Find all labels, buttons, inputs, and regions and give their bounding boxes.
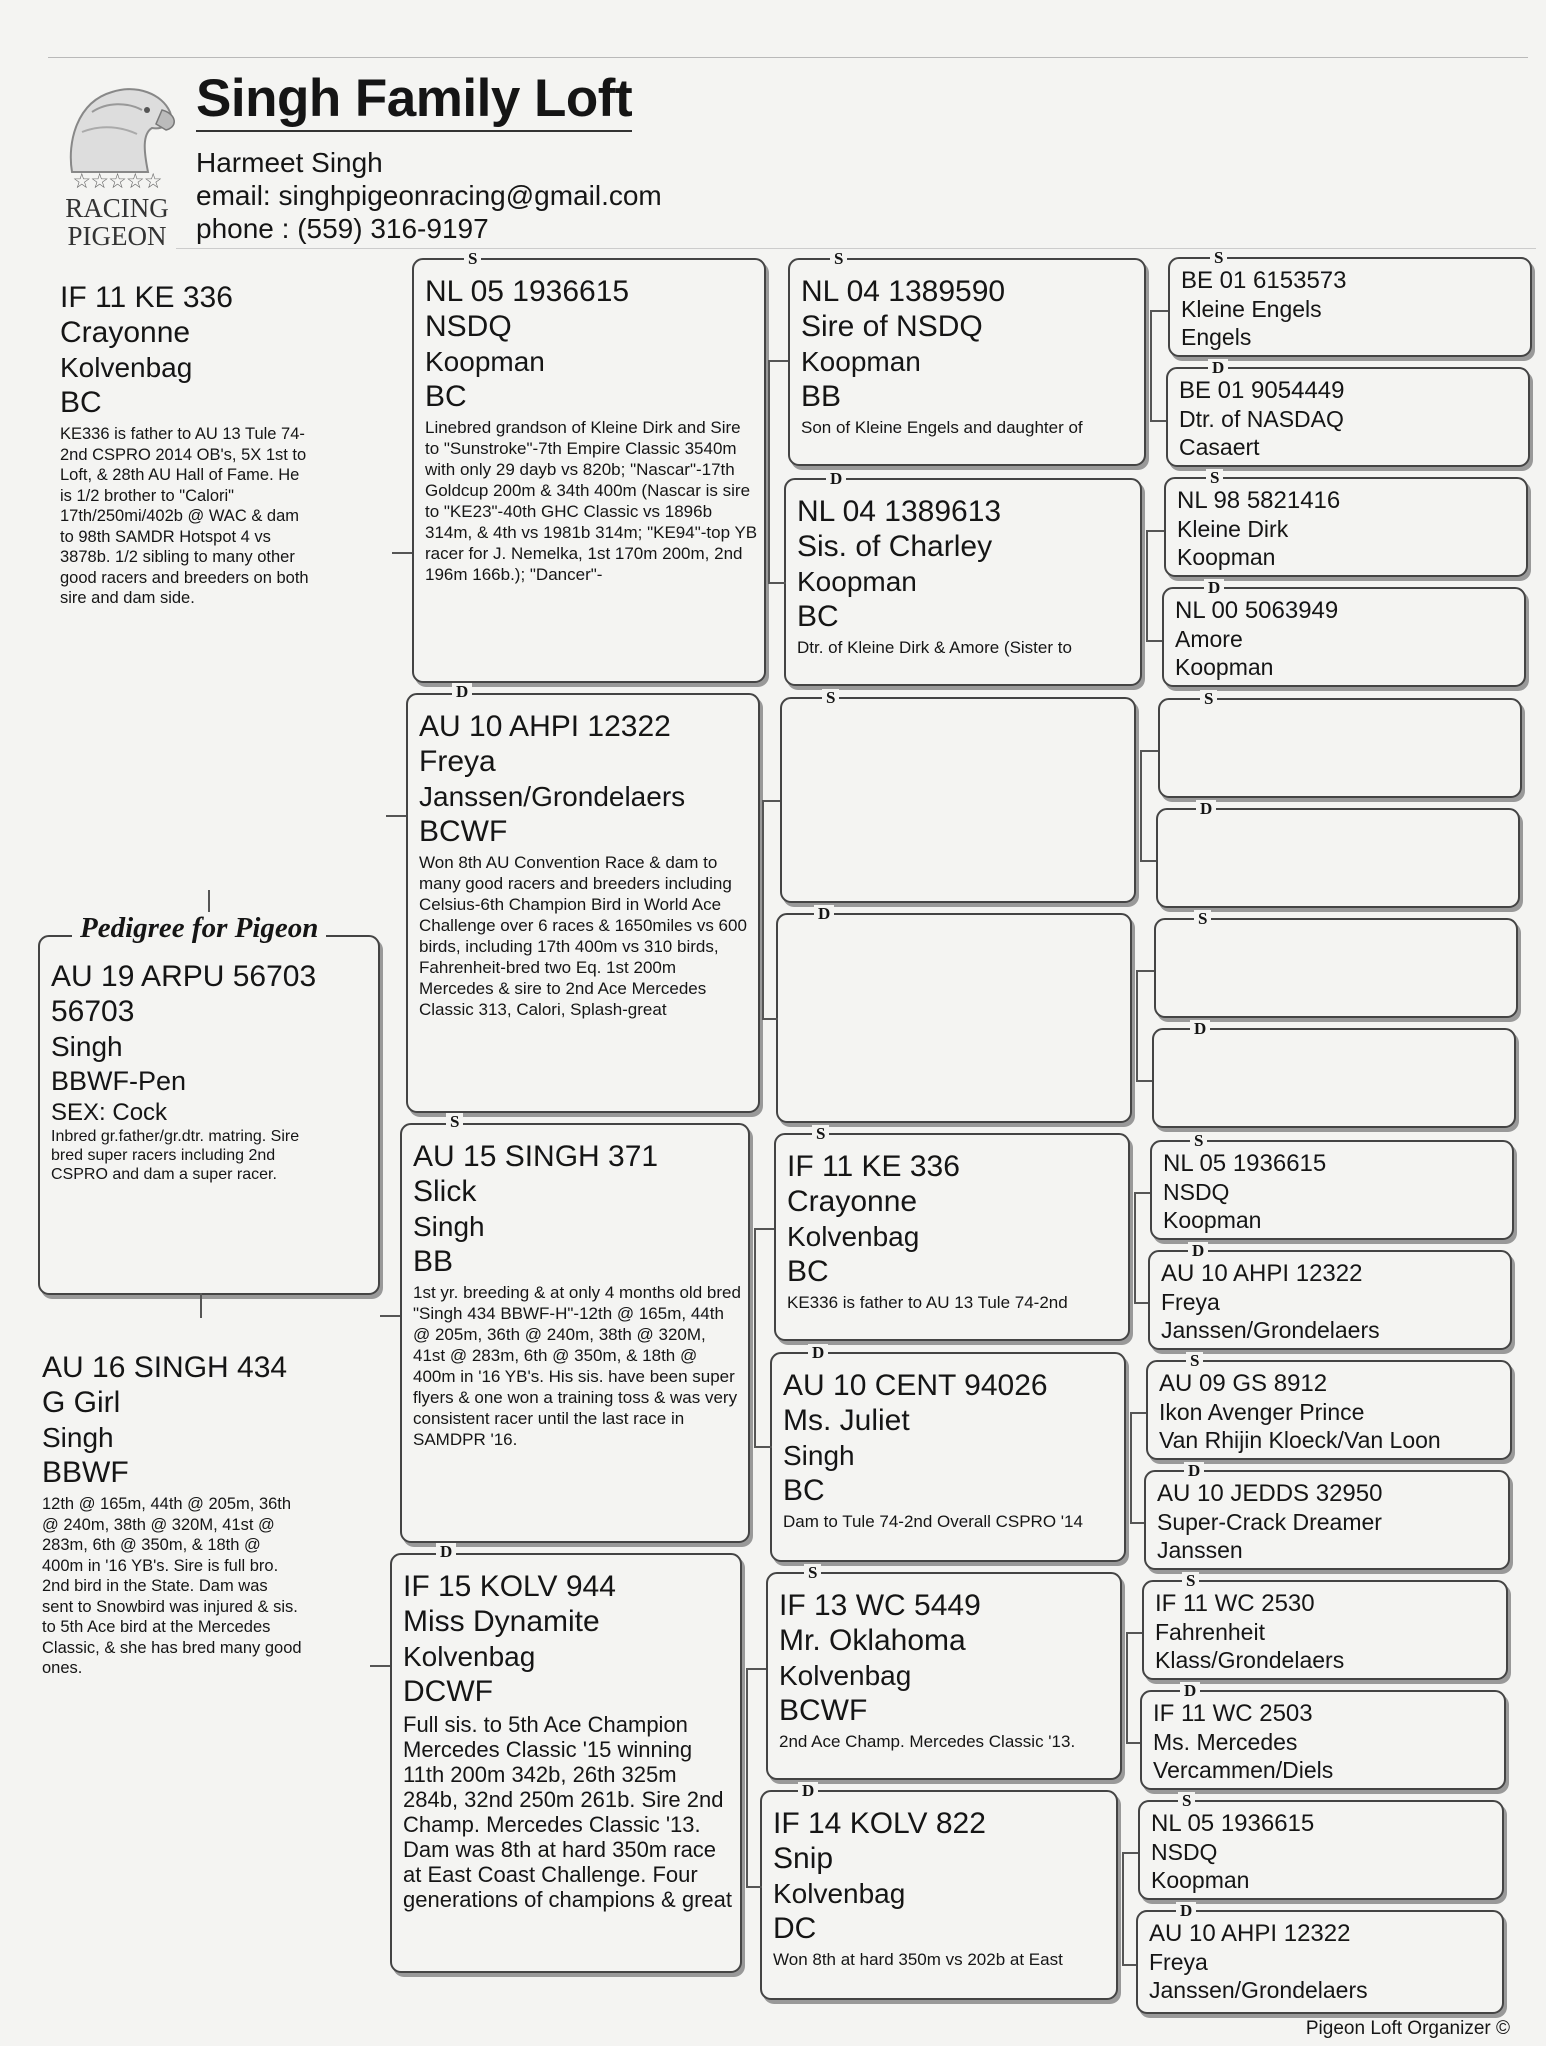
gen4-band: NL 00 5063949	[1175, 597, 1339, 624]
connector	[1126, 1632, 1142, 1634]
gen2-notes: Full sis. to 5th Ace Champion Mercedes Classic '15 winning 11th 200m 342b, 26th 325m 284b, 32nd 250m 261b. Sire 2nd Champ. Mercedes Classic '13. Dam was 8th at hard 350m race at East Coast Challenge. Four generations of champions & great	[403, 1712, 732, 1912]
connector	[200, 1293, 202, 1318]
connector	[754, 1228, 774, 1230]
gen3-band: IF 14 KOLV 822	[773, 1807, 986, 1840]
connector	[1122, 1964, 1136, 1966]
gen2-band: AU 15 SINGH 371	[413, 1140, 659, 1173]
gen4-breeder: Van Rhijin Kloeck/Van Loon	[1159, 1427, 1441, 1453]
connector	[1130, 1412, 1132, 1522]
sire-marker: S	[1178, 1792, 1195, 1810]
subject-name: 56703	[51, 995, 135, 1028]
gen4-breeder: Casaert	[1179, 434, 1260, 460]
gen4-name: Ikon Avenger Prince	[1159, 1399, 1365, 1425]
gen4-name: Freya	[1149, 1949, 1208, 1975]
gen4-name: Kleine Dirk	[1177, 516, 1289, 542]
gen4-box	[1162, 587, 1526, 687]
sire-name: Crayonne	[60, 316, 191, 349]
gen4-box	[1166, 367, 1530, 467]
gen3-band: IF 11 KE 336	[787, 1150, 960, 1183]
gen4-box	[1136, 1910, 1504, 2014]
footer-credit: Pigeon Loft Organizer ©	[1305, 2018, 1510, 2039]
connector	[768, 582, 786, 584]
dam-marker: D	[1188, 1242, 1208, 1260]
logo-stars: ☆☆☆☆☆	[72, 170, 162, 193]
eagle-head-icon	[52, 72, 182, 182]
gen3-name: Crayonne	[787, 1185, 918, 1218]
gen3-breeder: Kolvenbag	[787, 1221, 920, 1252]
dam-marker: D	[814, 905, 834, 923]
sire-marker: S	[822, 689, 839, 707]
gen4-breeder: Klass/Grondelaers	[1155, 1647, 1345, 1673]
gen2-breeder: Janssen/Grondelaers	[419, 781, 686, 812]
gen3-band: IF 13 WC 5449	[779, 1589, 981, 1622]
gen3-box	[774, 1133, 1130, 1341]
subject-color: BBWF-Pen	[51, 1066, 187, 1096]
gen3-box	[788, 258, 1146, 466]
dam-entry	[42, 1350, 302, 1679]
gen2-box	[406, 693, 760, 1113]
gen4-band: AU 10 JEDDS 32950	[1157, 1480, 1383, 1507]
gen4-name: NSDQ	[1163, 1179, 1230, 1205]
sire-marker: S	[1190, 1132, 1207, 1150]
gen3-notes: KE336 is father to AU 13 Tule 74-2nd	[787, 1293, 1068, 1312]
gen4-name: Kleine Engels	[1181, 296, 1322, 322]
gen4-box	[1144, 1470, 1510, 1570]
dam-marker: D	[808, 1344, 828, 1362]
connector	[1140, 750, 1142, 860]
connector	[1126, 1632, 1128, 1742]
gen3-band: AU 10 CENT 94026	[783, 1369, 1048, 1402]
sire-notes: KE336 is father to AU 13 Tule 74-2nd CSPRO 2014 OB's, 5X 1st to Loft, & 28th AU Hall of Fame. He is 1/2 brother to "Calori" 17th/250mi/402b @ WAC & dam to 98th SAMDR Hotspot 4 vs 3878b. 1/2 sibling to many other good racers and breeders on both sire and dam side.	[60, 425, 309, 607]
gen2-box	[400, 1123, 750, 1543]
sire-marker: S	[446, 1113, 463, 1131]
gen3-box	[766, 1572, 1122, 1780]
dam-band: AU 16 SINGH 434	[42, 1351, 288, 1384]
gen4-breeder: Janssen/Grondelaers	[1149, 1977, 1368, 2003]
gen4-breeder: Koopman	[1151, 1867, 1250, 1893]
gen4-breeder: Janssen	[1157, 1537, 1243, 1563]
dam-marker: D	[1196, 800, 1216, 818]
gen3-name: Sis. of Charley	[797, 530, 993, 563]
connector	[762, 1018, 778, 1020]
gen3-color: BCWF	[779, 1694, 868, 1727]
owner-name: Harmeet Singh	[196, 147, 383, 178]
dam-marker: D	[1190, 1020, 1210, 1038]
subject-box	[38, 935, 380, 1295]
connector	[1122, 1852, 1124, 1964]
connector	[1134, 1192, 1136, 1302]
gen4-box	[1142, 1580, 1508, 1680]
gen4-band: AU 09 GS 8912	[1159, 1370, 1328, 1397]
gen2-notes: Won 8th AU Convention Race & dam to many good racers and breeders including Celsius-6th Champion Bird in World Ace Challenge over 6 races & 1650miles vs 600 birds, including 17th 400m vs 310 birds, Fahrenheit-bred two Eq. 1st 200m Mercedes & sire to 2nd Ace Mercedes Classic 313, Calori, Splash-great	[419, 853, 747, 1019]
connector	[746, 1886, 762, 1888]
gen3-breeder: Koopman	[801, 346, 921, 377]
dam-breeder: Singh	[42, 1422, 114, 1453]
gen3-box	[784, 478, 1142, 686]
gen3-band: NL 04 1389613	[797, 495, 1002, 528]
connector	[1134, 1192, 1150, 1194]
gen2-color: BC	[425, 380, 467, 413]
sire-color: BC	[60, 386, 102, 419]
connector	[386, 815, 406, 817]
gen4-band: IF 11 WC 2530	[1155, 1590, 1315, 1617]
connector	[768, 360, 770, 582]
connector	[380, 1315, 400, 1317]
gen4-name: Ms. Mercedes	[1153, 1729, 1298, 1755]
dam-name: G Girl	[42, 1386, 121, 1419]
connector	[1150, 420, 1166, 422]
gen2-breeder: Koopman	[425, 346, 545, 377]
gen2-band: AU 10 AHPI 12322	[419, 710, 671, 743]
gen2-breeder: Kolvenbag	[403, 1641, 536, 1672]
gen4-breeder: Koopman	[1175, 654, 1274, 680]
connector	[1150, 310, 1168, 312]
header-divider	[176, 248, 1536, 249]
gen3-band: NL 04 1389590	[801, 275, 1006, 308]
connector	[1136, 1080, 1152, 1082]
dam-marker: D	[1176, 1902, 1196, 1920]
sire-band: IF 11 KE 336	[60, 281, 233, 314]
sire-marker: S	[1200, 690, 1217, 708]
dam-color: BBWF	[42, 1456, 129, 1489]
loft-title: Singh Family Loft	[196, 70, 632, 132]
connector	[392, 552, 412, 554]
gen4-band: NL 05 1936615	[1163, 1150, 1327, 1177]
gen3-name: Ms. Juliet	[783, 1404, 910, 1437]
connector	[1134, 1302, 1148, 1304]
pedigree-label: Pedigree for Pigeon	[72, 912, 326, 945]
gen2-box	[390, 1553, 742, 1973]
gen4-breeder: Engels	[1181, 324, 1252, 350]
gen3-box-empty	[780, 697, 1136, 903]
gen2-name: Slick	[413, 1175, 477, 1208]
gen3-notes: Son of Kleine Engels and daughter of	[801, 418, 1083, 437]
gen4-breeder: Koopman	[1163, 1207, 1262, 1233]
gen2-breeder: Singh	[413, 1211, 485, 1242]
gen4-band: IF 11 WC 2503	[1153, 1700, 1313, 1727]
owner-phone: phone : (559) 316-9197	[196, 213, 489, 244]
gen3-breeder: Kolvenbag	[779, 1660, 912, 1691]
gen2-band: NL 05 1936615	[425, 275, 630, 308]
subject-notes: Inbred gr.father/gr.dtr. matring. Sire bred super racers including 2nd CSPRO and dam a super racer.	[51, 1128, 300, 1183]
subject-band: AU 19 ARPU 56703	[51, 960, 317, 993]
connector	[370, 1665, 390, 1667]
subject-breeder: Singh	[51, 1031, 123, 1062]
gen2-notes: Linebred grandson of Kleine Dirk and Sire to "Sunstroke"-7th Empire Classic 3540m with only 29 dayb vs 820b; "Nascar"-17th Goldcup 200m & 34th 400m (Nascar is sire to "KE23"-40th GHC Classic vs 1896b 314m, & 4th vs 1981b 314m; "KE94"-top YB racer for J. Nemelka, 1st 170m 200m, 2nd 196m 166b.); "Dancer"-	[425, 418, 758, 584]
gen4-box	[1148, 1250, 1512, 1350]
owner-email: email: singhpigeonracing@gmail.com	[196, 180, 662, 211]
gen2-color: BB	[413, 1245, 454, 1278]
sire-marker: S	[1206, 469, 1223, 487]
gen3-box-empty	[776, 913, 1132, 1123]
gen3-name: Mr. Oklahoma	[779, 1624, 966, 1657]
gen4-box	[1146, 1360, 1512, 1460]
gen3-notes: Won 8th at hard 350m vs 202b at East	[773, 1950, 1063, 1969]
dam-marker: D	[1184, 1462, 1204, 1480]
gen3-notes: 2nd Ace Champ. Mercedes Classic '13.	[779, 1732, 1076, 1751]
connector	[1126, 1742, 1140, 1744]
connector	[754, 1228, 756, 1446]
gen3-breeder: Koopman	[797, 566, 917, 597]
gen4-band: NL 98 5821416	[1177, 487, 1341, 514]
connector	[768, 360, 788, 362]
dam-notes: 12th @ 165m, 44th @ 205m, 36th @ 240m, 38th @ 320M, 41st @ 283m, 6th @ 350m, & 18th @ 400m in '16 YB's. Sire is full bro. 2nd bird in the State. Dam was sent to Snowbird was injured & sis. to 5th Ace bird at the Mercedes Classic, & she has bred many good ones.	[42, 1495, 302, 1677]
gen2-band: IF 15 KOLV 944	[403, 1570, 616, 1603]
gen4-breeder: Janssen/Grondelaers	[1161, 1317, 1380, 1343]
gen4-band: BE 01 6153573	[1181, 267, 1347, 294]
sire-breeder: Kolvenbag	[60, 352, 193, 383]
gen3-name: Snip	[773, 1842, 834, 1875]
subject-sex: SEX: Cock	[51, 1099, 168, 1126]
connector	[1140, 860, 1156, 862]
connector	[1122, 1852, 1138, 1854]
contact-block	[196, 146, 662, 245]
gen4-name: Fahrenheit	[1155, 1619, 1265, 1645]
gen4-band: AU 10 AHPI 12322	[1149, 1920, 1351, 1947]
logo-text-pigeon: PIGEON	[67, 221, 167, 251]
gen2-name: Freya	[419, 745, 496, 778]
gen2-box	[412, 258, 766, 683]
gen4-breeder: Koopman	[1177, 544, 1276, 570]
dam-marker: D	[826, 470, 846, 488]
gen3-color: BC	[783, 1474, 825, 1507]
gen2-notes: 1st yr. breeding & at only 4 months old bred "Singh 434 BBWF-H"-12th @ 165m, 44th @ 205m, 36th @ 240m, 38th @ 320M, 41st @ 283m, 6th @ 350m, & 18th @ 400m in '16 YB's. His sis. have been super flyers & one won a training toss & was very consistent racer until the last race in SAMDPR '16.	[413, 1283, 741, 1449]
connector	[1146, 640, 1162, 642]
connector	[1150, 310, 1152, 420]
sire-marker: S	[1194, 910, 1211, 928]
sire-marker: S	[464, 250, 481, 268]
sire-marker: S	[804, 1564, 821, 1582]
gen4-box	[1138, 1800, 1504, 1900]
gen2-name: NSDQ	[425, 310, 512, 343]
gen4-band: BE 01 9054449	[1179, 377, 1345, 404]
sire-marker: S	[1210, 249, 1227, 267]
gen4-box	[1168, 257, 1532, 357]
connector	[1146, 530, 1148, 640]
gen3-color: DC	[773, 1912, 817, 1945]
gen4-box	[1164, 477, 1528, 577]
gen3-color: BB	[801, 380, 842, 413]
gen4-box	[1140, 1690, 1506, 1790]
gen4-box	[1150, 1140, 1514, 1240]
gen3-box	[770, 1352, 1126, 1562]
connector	[1130, 1522, 1144, 1524]
gen4-name: Super-Crack Dreamer	[1157, 1509, 1382, 1535]
gen3-notes: Dam to Tule 74-2nd Overall CSPRO '14	[783, 1512, 1083, 1531]
sire-marker: S	[830, 250, 847, 268]
connector	[1130, 1412, 1146, 1414]
gen4-box-empty	[1158, 698, 1522, 798]
connector	[762, 800, 764, 1018]
dam-marker: D	[436, 1543, 456, 1561]
connector	[1136, 970, 1138, 1080]
gen3-color: BC	[787, 1255, 829, 1288]
gen4-name: NSDQ	[1151, 1839, 1218, 1865]
gen4-name: Amore	[1175, 626, 1243, 652]
dam-marker: D	[1204, 579, 1224, 597]
top-rule	[48, 57, 1528, 58]
sire-entry	[60, 280, 310, 609]
logo-text-racing: RACING	[65, 193, 169, 223]
gen3-box	[760, 1790, 1118, 2000]
connector	[754, 1446, 772, 1448]
logo	[52, 72, 182, 252]
connector	[746, 1668, 766, 1670]
gen4-band: AU 10 AHPI 12322	[1161, 1260, 1363, 1287]
gen4-box-empty	[1154, 918, 1518, 1018]
gen4-name: Freya	[1161, 1289, 1220, 1315]
connector	[762, 800, 780, 802]
gen4-box-empty	[1152, 1028, 1516, 1128]
gen4-breeder: Vercammen/Diels	[1153, 1757, 1334, 1783]
gen4-box-empty	[1156, 808, 1520, 908]
connector	[746, 1668, 748, 1886]
gen2-name: Miss Dynamite	[403, 1605, 600, 1638]
dam-marker: D	[452, 683, 472, 701]
gen2-color: BCWF	[419, 815, 508, 848]
sire-marker: S	[1182, 1572, 1199, 1590]
dam-marker: D	[1208, 359, 1228, 377]
gen3-color: BC	[797, 600, 839, 633]
gen4-name: Dtr. of NASDAQ	[1179, 406, 1344, 432]
dam-marker: D	[798, 1782, 818, 1800]
gen3-notes: Dtr. of Kleine Dirk & Amore (Sister to	[797, 638, 1072, 657]
gen3-name: Sire of NSDQ	[801, 310, 983, 343]
connector	[208, 890, 210, 912]
connector	[1136, 970, 1154, 972]
sire-marker: S	[1186, 1352, 1203, 1370]
gen3-breeder: Kolvenbag	[773, 1878, 906, 1909]
gen3-breeder: Singh	[783, 1440, 855, 1471]
gen2-color: DCWF	[403, 1675, 493, 1708]
gen4-band: NL 05 1936615	[1151, 1810, 1315, 1837]
dam-marker: D	[1180, 1682, 1200, 1700]
connector	[1140, 750, 1158, 752]
connector	[1146, 530, 1164, 532]
sire-marker: S	[812, 1125, 829, 1143]
